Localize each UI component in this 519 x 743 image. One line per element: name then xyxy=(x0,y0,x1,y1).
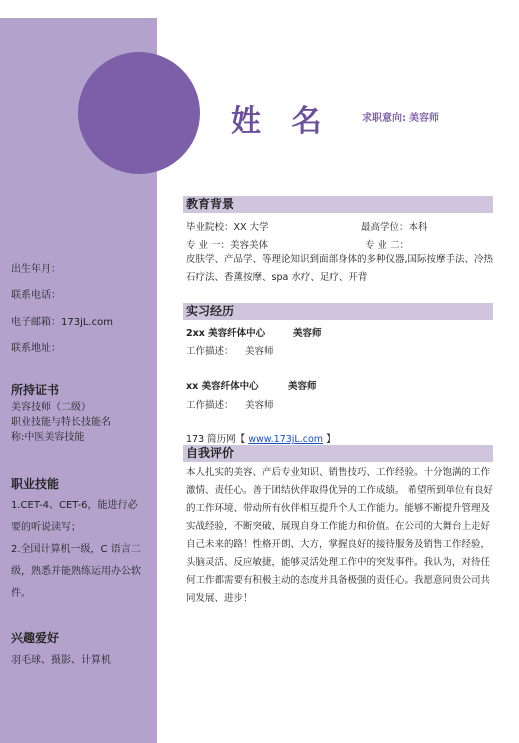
phone: 联系电话： xyxy=(11,290,61,301)
certs-list xyxy=(11,400,145,445)
resume-site-link[interactable]: www.173jL.com xyxy=(248,434,324,445)
company-2: xx 美容纤体中心 xyxy=(186,381,259,392)
resume-site-suffix: 】 xyxy=(326,434,336,445)
major-two: 专 业 二： xyxy=(365,240,410,251)
courses: 皮肤学、产品学、等理论知识到面部身体的多种仪器,国际按摩手法、冷热石疗法、香薰按摩、spa 水疗、足疗、开背 xyxy=(186,254,494,283)
self-eval-heading: 自我评价 xyxy=(183,445,493,462)
skill-item-1: 1.CET-4、CET-6，能进行必要的听说读写； xyxy=(11,500,138,533)
email: 电子邮箱：173jL.com xyxy=(11,317,113,328)
self-eval-text: 本人扎实的美容、产后专业知识、销售技巧、工作经验。十分饱满的工作激情、责任心。善于团结伙伴取得优异的工作成绩。 希望所到单位有良好的工作环境、带动所有伙伴相互提升个人工作能力。能够不断提升管理及实战经验，不断突破、展现自身工作能力和价值。在公司的大舞台上走好自己未来的路！性格开朗、大方，掌握良好的接待服务及销售工作经验，头脑灵活、反应敏捷，能够灵活处理工作中的突发事件。我认为，对待任何工作都需要有积极主动的态度并具备极强的责任心。我愿意同贵公司共同发展、进步！ xyxy=(186,467,494,604)
desc-label-2: 工作描述： xyxy=(186,400,234,411)
education-heading: 教育背景 xyxy=(183,196,493,213)
school: 毕业院校：XX 大学 xyxy=(186,222,269,233)
resume-site-prefix: 173 简历网【 xyxy=(186,434,246,445)
desc-label-1: 工作描述： xyxy=(186,346,234,357)
certs-heading: 所持证书 xyxy=(11,383,60,397)
resume-site-line xyxy=(186,431,336,445)
birth-date: 出生年月： xyxy=(11,264,61,275)
skill-item-2: 2.全国计算机一级，C 语言二级，熟悉并能熟练运用办公软件。 xyxy=(11,544,141,599)
job-intent-label: 求职意向: xyxy=(362,113,406,124)
internship-heading: 实习经历 xyxy=(183,303,493,320)
skills-heading: 职业技能 xyxy=(11,477,60,491)
role-1: 美容师 xyxy=(293,328,322,339)
job-intent-value: 美容师 xyxy=(409,113,439,124)
desc-1: 美容师 xyxy=(245,346,274,357)
company-1: 2xx 美容纤体中心 xyxy=(186,328,266,339)
degree: 最高学位：本科 xyxy=(361,222,428,233)
job-intent xyxy=(362,109,439,124)
role-2: 美容师 xyxy=(288,381,317,392)
cert-line: 职业技能与特长技能名 xyxy=(11,417,111,428)
hobbies-text: 羽毛球、摄影、计算机 xyxy=(11,655,111,666)
avatar-circle xyxy=(78,52,200,174)
address: 联系地址： xyxy=(11,343,61,354)
major-one: 专 业 一：美容美体 xyxy=(186,240,269,251)
page-title: 姓 名 xyxy=(231,104,332,139)
cert-line: 称:中医美容技能 xyxy=(11,432,85,443)
desc-2: 美容师 xyxy=(245,400,274,411)
hobbies-heading: 兴趣爱好 xyxy=(11,631,60,645)
cert-line: 美容技师（二级） xyxy=(11,402,91,413)
